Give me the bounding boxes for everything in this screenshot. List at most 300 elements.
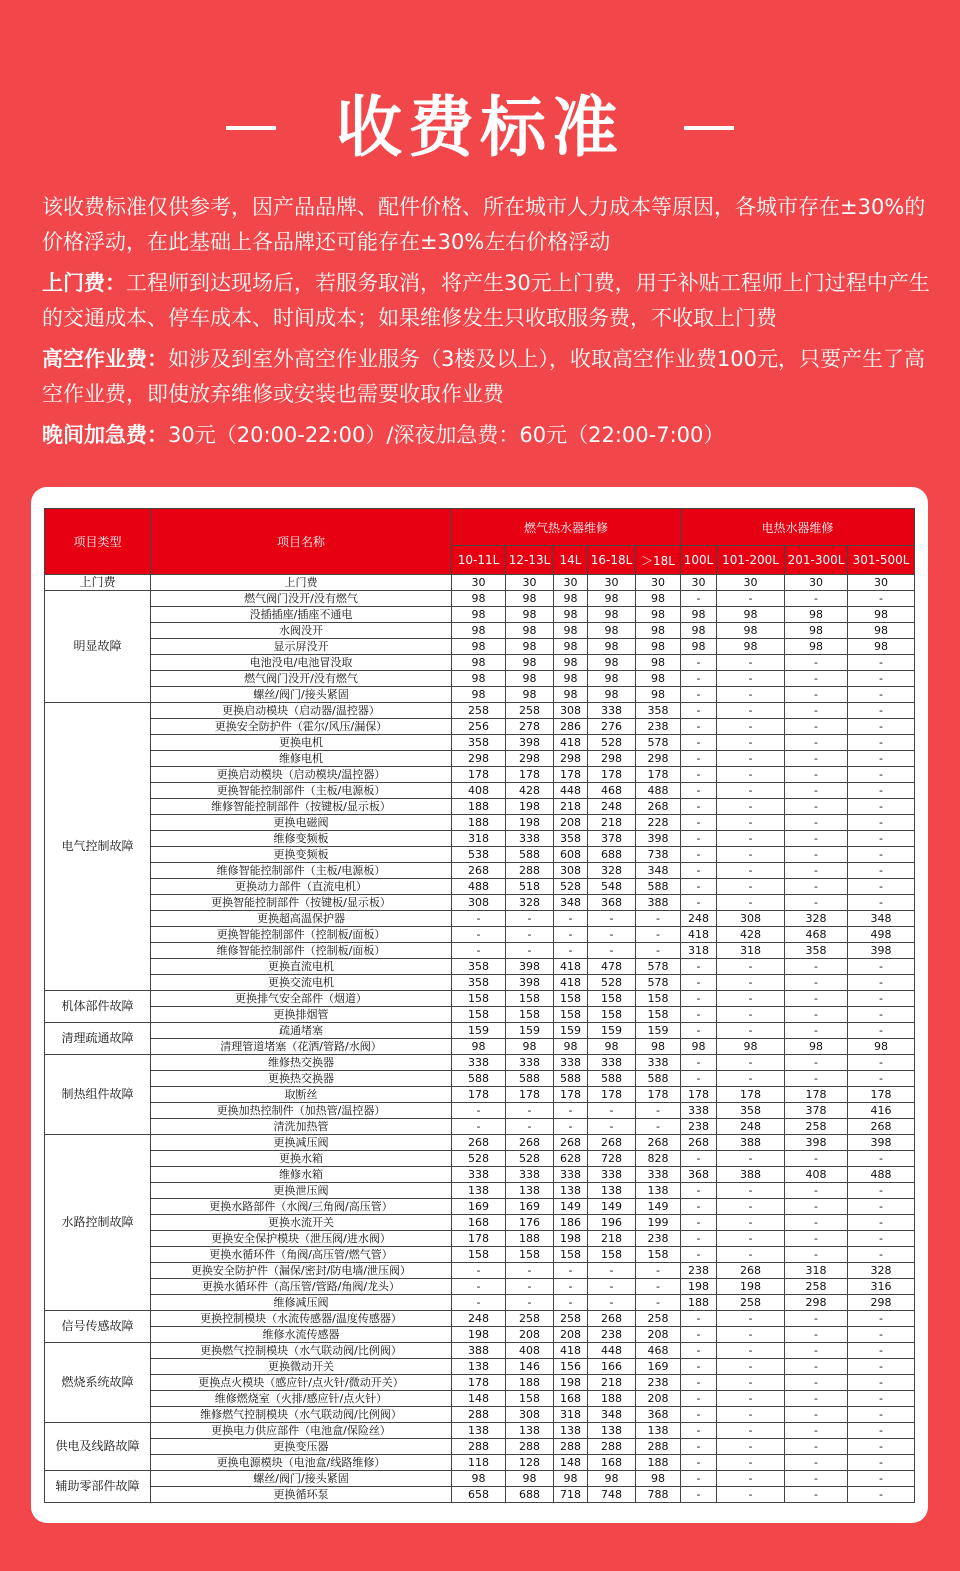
price-cell: -	[848, 1471, 915, 1487]
price-cell: 358	[452, 975, 506, 991]
price-cell: -	[717, 1231, 785, 1247]
price-cell: 588	[506, 847, 554, 863]
price-cell: -	[717, 687, 785, 703]
table-row	[45, 1183, 915, 1199]
price-cell: 98	[452, 639, 506, 655]
price-cell: 238	[636, 1231, 681, 1247]
night-fee-text: 30元（20:00-22:00）/深夜加急费：60元（22:00-7:00）	[168, 423, 725, 447]
price-cell: 238	[636, 1375, 681, 1391]
price-cell: -	[848, 1407, 915, 1423]
price-cell: -	[717, 991, 785, 1007]
price-cell: 256	[452, 719, 506, 735]
price-cell: 528	[554, 879, 588, 895]
price-cell: -	[785, 1391, 848, 1407]
table-row	[45, 1375, 915, 1391]
price-cell: 398	[506, 959, 554, 975]
item-name-cell: 电池没电/电池冒没取	[151, 655, 452, 671]
price-cell: -	[681, 1231, 717, 1247]
price-cell: 158	[588, 1247, 636, 1263]
price-cell: 238	[681, 1263, 717, 1279]
price-cell: 156	[554, 1359, 588, 1375]
table-row	[45, 1439, 915, 1455]
price-cell: 528	[506, 1151, 554, 1167]
price-cell: -	[785, 1199, 848, 1215]
intro-height-fee	[42, 342, 932, 412]
price-cell: 368	[636, 1407, 681, 1423]
price-cell: -	[681, 1071, 717, 1087]
price-cell: 159	[636, 1023, 681, 1039]
price-cell: -	[848, 1231, 915, 1247]
price-cell: 98	[848, 1039, 915, 1055]
price-cell: 468	[785, 927, 848, 943]
item-name-cell: 更换控制模块（水流传感器/温度传感器）	[151, 1311, 452, 1327]
price-cell: 158	[554, 991, 588, 1007]
price-cell: 138	[452, 1423, 506, 1439]
item-name-cell: 更换电力供应部件（电池盒/保险丝）	[151, 1423, 452, 1439]
item-name-cell: 没插插座/插座不通电	[151, 607, 452, 623]
price-cell: 338	[588, 703, 636, 719]
table-row	[45, 1295, 915, 1311]
price-cell: -	[554, 1119, 588, 1135]
price-cell: 30	[588, 575, 636, 591]
price-cell: 298	[848, 1295, 915, 1311]
table-row	[45, 927, 915, 943]
price-cell: -	[785, 815, 848, 831]
price-cell: 159	[452, 1023, 506, 1039]
price-cell: 528	[452, 1151, 506, 1167]
table-row	[45, 799, 915, 815]
price-cell: 588	[452, 1071, 506, 1087]
price-cell: 98	[554, 607, 588, 623]
price-cell: -	[785, 895, 848, 911]
price-cell: -	[785, 1407, 848, 1423]
header-item-name: 项目名称	[151, 509, 452, 575]
price-cell: -	[681, 783, 717, 799]
price-cell: -	[785, 879, 848, 895]
price-cell: 298	[452, 751, 506, 767]
table-row	[45, 623, 915, 639]
price-cell: 158	[506, 991, 554, 1007]
price-cell: 338	[506, 1167, 554, 1183]
price-cell: 98	[848, 639, 915, 655]
item-name-cell: 上门费	[151, 575, 452, 591]
price-cell: -	[717, 1391, 785, 1407]
price-cell: 98	[452, 607, 506, 623]
price-cell: 159	[588, 1023, 636, 1039]
price-cell: 98	[554, 671, 588, 687]
price-cell: 98	[452, 591, 506, 607]
price-cell: -	[681, 751, 717, 767]
price-cell: 98	[588, 671, 636, 687]
price-cell: 98	[452, 671, 506, 687]
price-cell: 98	[452, 687, 506, 703]
table-row	[45, 911, 915, 927]
price-cell: 158	[636, 991, 681, 1007]
price-cell: 208	[636, 1327, 681, 1343]
price-cell: 258	[506, 703, 554, 719]
title-dash-left	[226, 126, 276, 130]
price-cell: 238	[681, 1119, 717, 1135]
price-cell: -	[681, 863, 717, 879]
price-cell: 98	[506, 607, 554, 623]
price-cell: -	[717, 1071, 785, 1087]
header-elec-col: 101-200L	[717, 546, 785, 575]
item-name-cell: 更换热交换器	[151, 1071, 452, 1087]
price-cell: 98	[636, 639, 681, 655]
price-cell: 298	[636, 751, 681, 767]
fee-table	[44, 508, 915, 1503]
category-cell: 水路控制故障	[45, 1135, 151, 1311]
fee-table-card	[31, 487, 928, 1523]
price-cell: 278	[506, 719, 554, 735]
price-cell: 398	[636, 831, 681, 847]
price-cell: -	[506, 1119, 554, 1135]
price-cell: 388	[717, 1167, 785, 1183]
price-cell: 258	[717, 1295, 785, 1311]
table-row	[45, 847, 915, 863]
item-name-cell: 维修燃气控制模块（水气联动阀/比例阀）	[151, 1407, 452, 1423]
item-name-cell: 维修水流传感器	[151, 1327, 452, 1343]
price-cell: 98	[588, 607, 636, 623]
price-cell: -	[848, 1375, 915, 1391]
header-elec-col: 301-500L	[848, 546, 915, 575]
price-cell: 98	[681, 607, 717, 623]
price-cell: 268	[681, 1135, 717, 1151]
price-cell: -	[554, 1295, 588, 1311]
price-cell: 158	[588, 991, 636, 1007]
price-cell: 308	[554, 703, 588, 719]
price-cell: -	[681, 831, 717, 847]
category-cell: 辅助零部件故障	[45, 1471, 151, 1503]
price-cell: 348	[554, 895, 588, 911]
price-cell: -	[681, 687, 717, 703]
price-cell: 258	[785, 1279, 848, 1295]
price-cell: -	[848, 991, 915, 1007]
price-cell: -	[848, 895, 915, 911]
item-name-cell: 更换排烟管	[151, 1007, 452, 1023]
price-cell: -	[848, 783, 915, 799]
table-row	[45, 879, 915, 895]
price-cell: 188	[452, 799, 506, 815]
price-cell: 608	[554, 847, 588, 863]
price-cell: 718	[554, 1487, 588, 1503]
price-cell: -	[681, 655, 717, 671]
item-name-cell: 更换水箱	[151, 1151, 452, 1167]
price-cell: 338	[554, 1167, 588, 1183]
price-cell: 138	[636, 1423, 681, 1439]
price-cell: 158	[452, 991, 506, 1007]
header-elec-col: 100L	[681, 546, 717, 575]
price-cell: -	[636, 1119, 681, 1135]
price-cell: 198	[681, 1279, 717, 1295]
price-cell: 198	[506, 799, 554, 815]
price-cell: 30	[636, 575, 681, 591]
item-name-cell: 维修水箱	[151, 1167, 452, 1183]
price-cell: -	[636, 1295, 681, 1311]
table-row	[45, 1311, 915, 1327]
price-cell: 178	[588, 767, 636, 783]
price-cell: -	[681, 1407, 717, 1423]
category-cell: 上门费	[45, 575, 151, 591]
price-cell: -	[681, 1311, 717, 1327]
table-row	[45, 1455, 915, 1471]
price-cell: 178	[717, 1087, 785, 1103]
visit-fee-label: 上门费：	[42, 271, 126, 295]
price-cell: 258	[506, 1311, 554, 1327]
price-cell: 248	[717, 1119, 785, 1135]
price-cell: 418	[681, 927, 717, 943]
price-cell: -	[681, 1007, 717, 1023]
price-cell: -	[681, 1151, 717, 1167]
price-cell: -	[848, 1183, 915, 1199]
price-cell: -	[681, 1375, 717, 1391]
price-cell: -	[717, 847, 785, 863]
price-cell: 159	[554, 1023, 588, 1039]
price-cell: -	[785, 1359, 848, 1375]
table-row	[45, 1407, 915, 1423]
price-cell: -	[681, 1487, 717, 1503]
price-cell: 338	[636, 1167, 681, 1183]
price-cell: -	[681, 815, 717, 831]
price-cell: 158	[554, 1007, 588, 1023]
price-cell: 98	[506, 687, 554, 703]
item-name-cell: 显示屏没开	[151, 639, 452, 655]
price-cell: 288	[554, 1439, 588, 1455]
price-cell: 149	[636, 1199, 681, 1215]
price-cell: -	[717, 1359, 785, 1375]
price-cell: 408	[506, 1343, 554, 1359]
item-name-cell: 更换点火模块（感应针/点火针/微动开关）	[151, 1375, 452, 1391]
price-cell: 368	[681, 1167, 717, 1183]
price-cell: -	[848, 831, 915, 847]
price-cell: 98	[681, 1039, 717, 1055]
price-cell: -	[848, 735, 915, 751]
price-cell: 198	[506, 815, 554, 831]
price-cell: 166	[588, 1359, 636, 1375]
price-cell: 748	[588, 1487, 636, 1503]
price-cell: 98	[506, 639, 554, 655]
price-cell: -	[588, 1295, 636, 1311]
price-cell: 488	[636, 783, 681, 799]
price-cell: -	[848, 879, 915, 895]
price-cell: -	[848, 1007, 915, 1023]
price-cell: 588	[588, 1071, 636, 1087]
price-cell: 138	[506, 1423, 554, 1439]
price-cell: -	[681, 1359, 717, 1375]
table-row	[45, 1055, 915, 1071]
price-cell: 158	[452, 1247, 506, 1263]
price-cell: -	[717, 831, 785, 847]
price-cell: 378	[588, 831, 636, 847]
price-cell: -	[848, 1247, 915, 1263]
price-cell: 368	[588, 895, 636, 911]
table-row	[45, 1471, 915, 1487]
price-cell: -	[681, 879, 717, 895]
price-cell: -	[785, 991, 848, 1007]
table-row	[45, 767, 915, 783]
item-name-cell: 燃气阀门没开/没有燃气	[151, 671, 452, 687]
price-cell: -	[452, 1103, 506, 1119]
table-row	[45, 1327, 915, 1343]
price-cell: 188	[506, 1231, 554, 1247]
price-cell: -	[681, 591, 717, 607]
price-cell: -	[681, 1327, 717, 1343]
price-cell: 169	[506, 1199, 554, 1215]
price-cell: 628	[554, 1151, 588, 1167]
price-cell: -	[785, 1471, 848, 1487]
price-cell: 98	[588, 687, 636, 703]
price-cell: 98	[636, 655, 681, 671]
price-cell: 98	[588, 655, 636, 671]
table-row	[45, 655, 915, 671]
price-cell: -	[785, 799, 848, 815]
item-name-cell: 维修电机	[151, 751, 452, 767]
price-cell: -	[785, 1183, 848, 1199]
price-cell: 308	[554, 863, 588, 879]
price-cell: -	[848, 751, 915, 767]
table-row	[45, 815, 915, 831]
price-cell: 208	[506, 1327, 554, 1343]
price-cell: 298	[588, 751, 636, 767]
price-cell: -	[717, 1439, 785, 1455]
price-cell: -	[506, 1279, 554, 1295]
price-cell: -	[785, 831, 848, 847]
price-cell: -	[717, 863, 785, 879]
price-cell: 98	[681, 639, 717, 655]
price-cell: -	[681, 671, 717, 687]
price-cell: -	[785, 735, 848, 751]
price-cell: -	[848, 1023, 915, 1039]
item-name-cell: 清理管道堵塞（花洒/管路/水阀）	[151, 1039, 452, 1055]
price-cell: 286	[554, 719, 588, 735]
item-name-cell: 更换水路部件（水阀/三角阀/高压管）	[151, 1199, 452, 1215]
price-cell: -	[452, 1295, 506, 1311]
item-name-cell: 维修变频板	[151, 831, 452, 847]
price-cell: -	[717, 1327, 785, 1343]
table-row	[45, 751, 915, 767]
price-cell: -	[717, 1023, 785, 1039]
price-cell: -	[554, 1279, 588, 1295]
item-name-cell: 维修智能控制部件（按键板/显示板）	[151, 799, 452, 815]
price-cell: -	[785, 1247, 848, 1263]
price-cell: 588	[636, 879, 681, 895]
price-cell: -	[717, 751, 785, 767]
price-cell: -	[785, 1487, 848, 1503]
price-cell: -	[717, 975, 785, 991]
price-cell: 348	[848, 911, 915, 927]
price-cell: -	[636, 1279, 681, 1295]
table-row	[45, 1103, 915, 1119]
price-cell: 248	[452, 1311, 506, 1327]
price-cell: -	[717, 671, 785, 687]
price-cell: -	[785, 655, 848, 671]
price-cell: -	[506, 927, 554, 943]
price-cell: 98	[588, 1471, 636, 1487]
price-cell: 98	[636, 591, 681, 607]
category-cell: 供电及线路故障	[45, 1423, 151, 1471]
price-cell: -	[717, 1151, 785, 1167]
price-cell: 198	[717, 1279, 785, 1295]
price-cell: 418	[554, 735, 588, 751]
price-cell: -	[717, 799, 785, 815]
item-name-cell: 更换加热控制件（加热管/温控器）	[151, 1103, 452, 1119]
height-fee-label: 高空作业费：	[42, 347, 168, 371]
price-cell: 178	[554, 1087, 588, 1103]
item-name-cell: 更换泄压阀	[151, 1183, 452, 1199]
price-cell: -	[717, 1215, 785, 1231]
price-cell: 98	[717, 623, 785, 639]
price-cell: 308	[717, 911, 785, 927]
price-cell: 268	[506, 1135, 554, 1151]
price-cell: 196	[588, 1215, 636, 1231]
price-cell: 98	[506, 1039, 554, 1055]
price-cell: 98	[717, 1039, 785, 1055]
price-cell: 98	[588, 591, 636, 607]
price-cell: -	[785, 719, 848, 735]
price-cell: 318	[681, 943, 717, 959]
price-cell: 98	[554, 623, 588, 639]
price-cell: 448	[588, 1343, 636, 1359]
category-cell: 信号传感故障	[45, 1311, 151, 1343]
price-cell: -	[717, 959, 785, 975]
price-cell: -	[848, 687, 915, 703]
item-name-cell: 更换循环泵	[151, 1487, 452, 1503]
price-cell: 118	[452, 1455, 506, 1471]
price-cell: -	[785, 1007, 848, 1023]
price-cell: -	[681, 1455, 717, 1471]
price-cell: 398	[848, 1135, 915, 1151]
price-cell: -	[554, 943, 588, 959]
price-cell: 298	[506, 751, 554, 767]
price-cell: 338	[588, 1167, 636, 1183]
intro-text	[42, 190, 932, 459]
intro-visit-fee	[42, 266, 932, 336]
price-cell: 98	[554, 1039, 588, 1055]
price-cell: 288	[636, 1439, 681, 1455]
price-cell: -	[785, 703, 848, 719]
price-cell: 158	[636, 1247, 681, 1263]
price-cell: 468	[636, 1343, 681, 1359]
price-cell: 298	[785, 1295, 848, 1311]
price-cell: 338	[506, 1055, 554, 1071]
item-name-cell: 水阀没开	[151, 623, 452, 639]
table-row	[45, 1343, 915, 1359]
price-cell: -	[588, 1279, 636, 1295]
price-cell: 98	[785, 623, 848, 639]
price-cell: 178	[785, 1087, 848, 1103]
price-cell: -	[554, 927, 588, 943]
price-cell: 128	[506, 1455, 554, 1471]
table-row	[45, 1231, 915, 1247]
price-cell: -	[588, 911, 636, 927]
price-cell: 98	[452, 1039, 506, 1055]
price-cell: 98	[554, 591, 588, 607]
table-row	[45, 1263, 915, 1279]
price-cell: -	[717, 1007, 785, 1023]
price-cell: -	[717, 1199, 785, 1215]
price-cell: 408	[785, 1167, 848, 1183]
price-cell: -	[717, 783, 785, 799]
price-cell: 188	[681, 1295, 717, 1311]
price-cell: 268	[636, 799, 681, 815]
price-cell: 169	[636, 1359, 681, 1375]
price-cell: -	[452, 1279, 506, 1295]
item-name-cell: 更换电机	[151, 735, 452, 751]
price-cell: -	[717, 703, 785, 719]
table-row	[45, 1071, 915, 1087]
price-cell: 188	[452, 815, 506, 831]
price-cell: 548	[588, 879, 636, 895]
